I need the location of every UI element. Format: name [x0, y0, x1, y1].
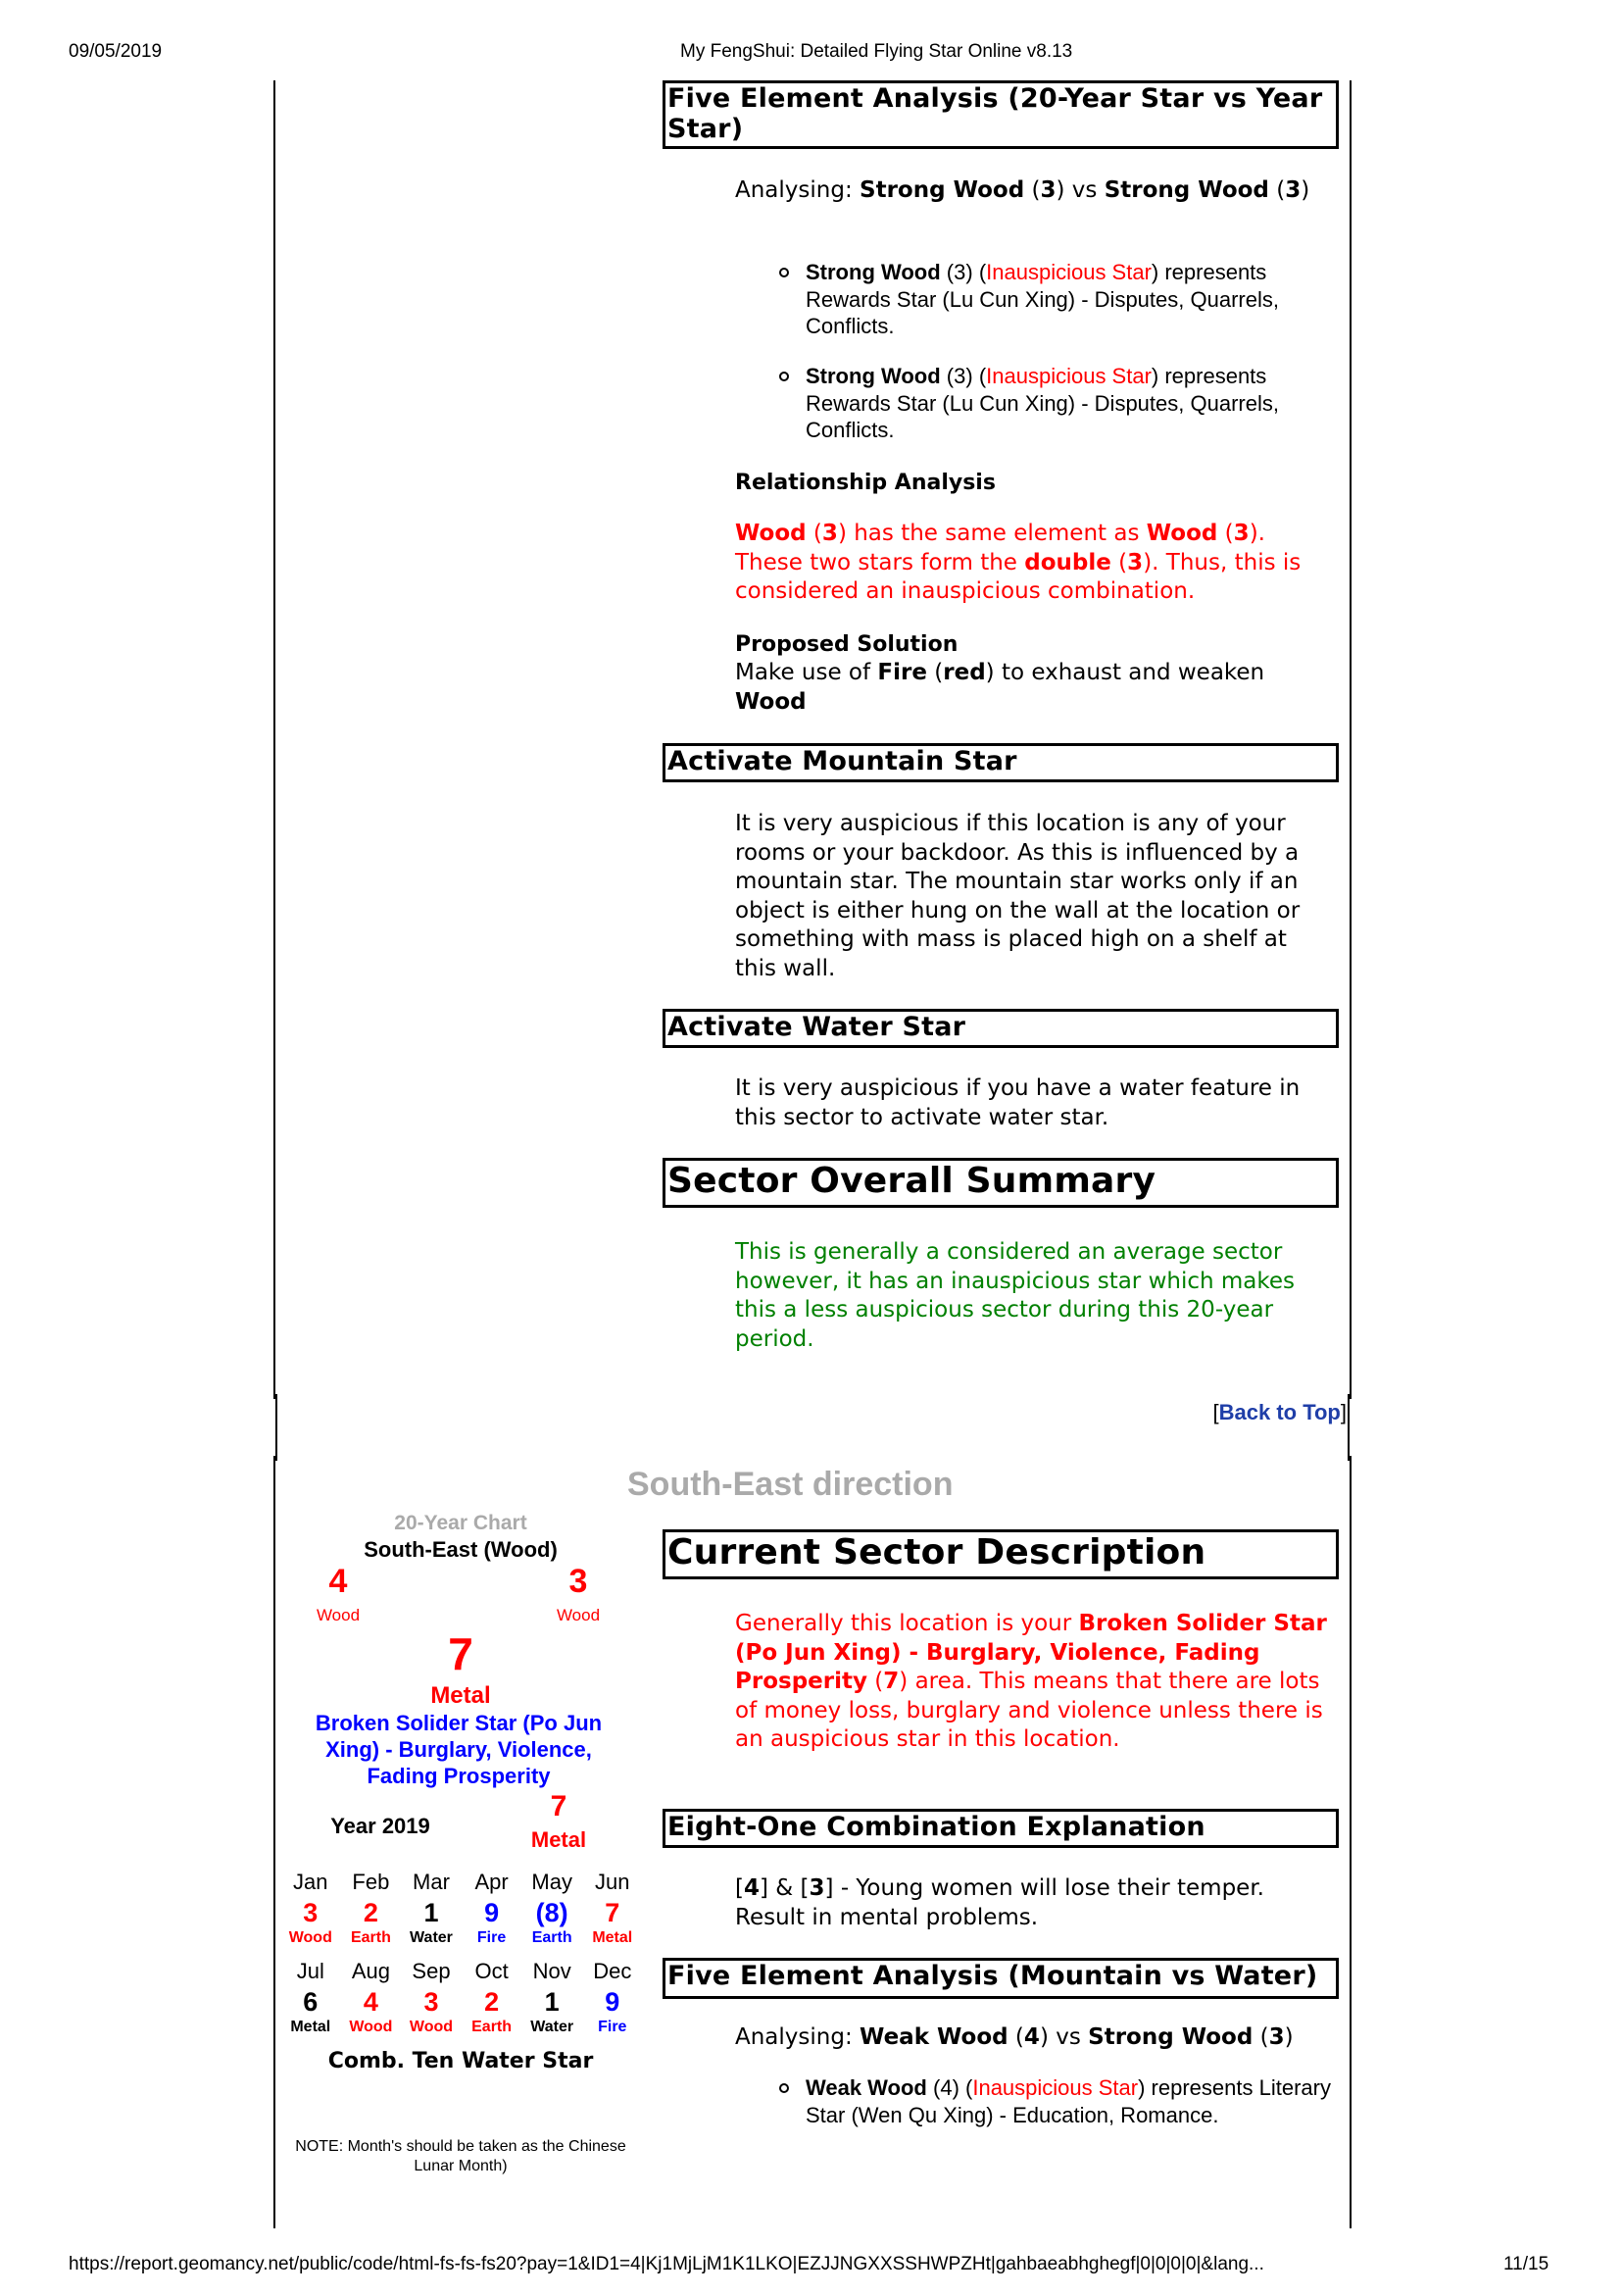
table-border-right-lower	[1350, 1456, 1352, 2228]
month-stars-row-2	[280, 1987, 643, 2018]
month-name: Jul	[296, 1959, 324, 1983]
month-star-element: Metal	[290, 2019, 331, 2035]
year-star-number: 7	[550, 1790, 567, 1822]
month-name: Oct	[474, 1959, 509, 1983]
activate-water-star-text: It is very auspicious if you have a water feature in this sector to activate water star.	[735, 1075, 1301, 1130]
print-page-number: 11/15	[1503, 2254, 1549, 2274]
star-name-description: Broken Solider Star (Po Jun Xing) - Burglary, Violence, Fading Prosperity	[315, 1711, 603, 1788]
base-star-element: Metal	[430, 1682, 491, 1709]
month-name: Dec	[593, 1959, 632, 1983]
back-to-top-link[interactable]: Back to Top	[1218, 1400, 1341, 1424]
proposed-solution-text: Make use of Fire (red) to exhaust and weaken Wood	[735, 660, 1265, 715]
month-name: Jun	[595, 1870, 630, 1894]
chart-title: 20-Year Chart	[394, 1512, 527, 1534]
month-names-row-1	[280, 1867, 643, 1898]
star-bullet: Strong Wood (3) (Inauspicious Star) represents Rewards Star (Lu Cun Xing) - Disputes, Quarrels, Conflicts.	[806, 259, 1335, 340]
proposed-solution-heading: Proposed Solution	[735, 632, 959, 657]
month-star-number: 9	[484, 1898, 500, 1927]
print-date: 09/05/2019	[69, 41, 163, 62]
table-border-left-lower	[273, 1456, 275, 2228]
bullet-icon	[779, 372, 789, 381]
analysing-mountain-vs-water: Analysing: Weak Wood (4) vs Strong Wood (3)	[735, 2024, 1294, 2050]
month-star-element: Water	[410, 1929, 453, 1946]
month-name: Nov	[532, 1959, 571, 1983]
five-element-mountain-vs-water-heading: Five Element Analysis (Mountain vs Water)	[663, 1958, 1339, 1999]
month-star-number: 1	[423, 1898, 439, 1927]
relationship-analysis-text: Wood (3) has the same element as Wood (3). These two stars form the double (3). Thus, this is considered an inauspicious combination.	[735, 521, 1302, 604]
month-star-element: Water	[530, 2019, 574, 2035]
month-name: Mar	[413, 1870, 450, 1894]
bullet-icon	[779, 2083, 789, 2093]
year-label: Year 2019	[330, 1814, 430, 1838]
month-star-element: Wood	[288, 1929, 332, 1946]
table-border-left	[273, 80, 275, 1399]
monthly-star-grid	[280, 1867, 643, 2045]
month-star-number: 1	[544, 1987, 560, 2017]
month-star-element: Earth	[350, 1929, 391, 1946]
mountain-star-element: Wood	[316, 1606, 361, 1624]
current-sector-description-text: Generally this location is your Broken Solider Star (Po Jun Xing) - Burglary, Violence, Fading Prosperity (7) area. This means that there are lots of money loss, burglary and violence unless there is an auspicious star in this location.	[735, 1611, 1327, 1752]
month-star-number: 2	[363, 1898, 378, 1927]
month-name: Aug	[351, 1959, 390, 1983]
month-elements-row-2	[280, 2018, 643, 2045]
direction-title: South-East direction	[627, 1466, 954, 1503]
five-element-20y-vs-year-heading: Five Element Analysis (20-Year Star vs Year Star)	[663, 80, 1339, 149]
month-star-number: 9	[605, 1987, 620, 2017]
month-elements-row-1	[280, 1928, 643, 1956]
month-name: Apr	[474, 1870, 509, 1894]
month-name: May	[531, 1870, 572, 1894]
month-stars-row-1	[280, 1898, 643, 1928]
month-name: Sep	[412, 1959, 451, 1983]
activate-water-star-heading: Activate Water Star	[663, 1009, 1339, 1048]
print-page-title: My FengShui: Detailed Flying Star Online v8.13	[680, 41, 1073, 62]
month-star-number: 3	[303, 1898, 319, 1927]
table-border-left-inner	[275, 1394, 277, 1461]
month-star-element: Fire	[476, 1929, 507, 1946]
table-border-right-inner	[1348, 1394, 1350, 1461]
base-star-number: 7	[448, 1628, 473, 1679]
month-star-number: 2	[484, 1987, 500, 2017]
combination-star-label: Comb. Ten Water Star	[327, 2049, 594, 2073]
activate-mountain-star-heading: Activate Mountain Star	[663, 743, 1339, 782]
month-star-number: 6	[303, 1987, 319, 2017]
back-to-top: [Back to Top]	[1212, 1400, 1347, 1424]
month-names-row-2	[280, 1956, 643, 1987]
month-star-number: (8)	[535, 1898, 568, 1927]
relationship-analysis-heading: Relationship Analysis	[735, 471, 996, 495]
month-name: Feb	[352, 1870, 390, 1894]
eight-one-combination-heading: Eight-One Combination Explanation	[663, 1809, 1339, 1848]
month-star-element: Wood	[409, 2019, 454, 2035]
mountain-star-number: 4	[328, 1563, 348, 1600]
sector-overall-summary-heading: Sector Overall Summary	[663, 1158, 1339, 1208]
table-border-right	[1350, 80, 1352, 1399]
water-star-number: 3	[568, 1563, 588, 1600]
month-star-number: 4	[363, 1987, 378, 2017]
lunar-month-note: NOTE: Month's should be taken as the Chinese Lunar Month)	[295, 2138, 626, 2174]
month-star-element: Fire	[598, 2019, 627, 2035]
eight-one-combination-text: [4] & [3] - Young women will lose their temper. Result in mental problems.	[735, 1875, 1264, 1930]
month-name: Jan	[293, 1870, 328, 1894]
sector-overall-summary-text: This is generally a considered an average sector however, it has an inauspicious star which makes this a less auspicious sector during this 20-year period.	[735, 1239, 1296, 1352]
month-star-element: Metal	[592, 1929, 633, 1946]
month-star-element: Earth	[471, 2019, 513, 2035]
month-star-number: 7	[605, 1898, 620, 1927]
print-url: https://report.geomancy.net/public/code/html-fs-fs-fs20?pay=1&ID1=4|Kj1MjLjM1K1LKO|EZJJNGXXSSHWPZHt|gahbaeabhghegf|0|0|0|0|&lang...	[69, 2254, 1264, 2274]
chart-sector-label: South-East (Wood)	[364, 1537, 558, 1562]
month-star-element: Earth	[531, 1929, 572, 1946]
star-bullet: Strong Wood (3) (Inauspicious Star) represents Rewards Star (Lu Cun Xing) - Disputes, Quarrels, Conflicts.	[806, 363, 1335, 444]
water-star-element: Wood	[556, 1606, 601, 1624]
month-star-number: 3	[423, 1987, 439, 2017]
month-star-element: Wood	[349, 2019, 393, 2035]
analysing-20y-vs-year: Analysing: Strong Wood (3) vs Strong Wood (3)	[735, 177, 1310, 203]
star-bullet: Weak Wood (4) (Inauspicious Star) represents Literary Star (Wen Qu Xing) - Education, Romance.	[806, 2074, 1335, 2128]
bullet-icon	[779, 268, 789, 277]
year-star-element: Metal	[530, 1827, 587, 1852]
activate-mountain-star-text: It is very auspicious if this location is any of your rooms or your backdoor. As this is influenced by a mountain star. The mountain star works only if an object is either hung on the wall at the location or something with mass is placed high on a shelf at this wall.	[735, 811, 1301, 981]
current-sector-description-heading: Current Sector Description	[663, 1529, 1339, 1579]
